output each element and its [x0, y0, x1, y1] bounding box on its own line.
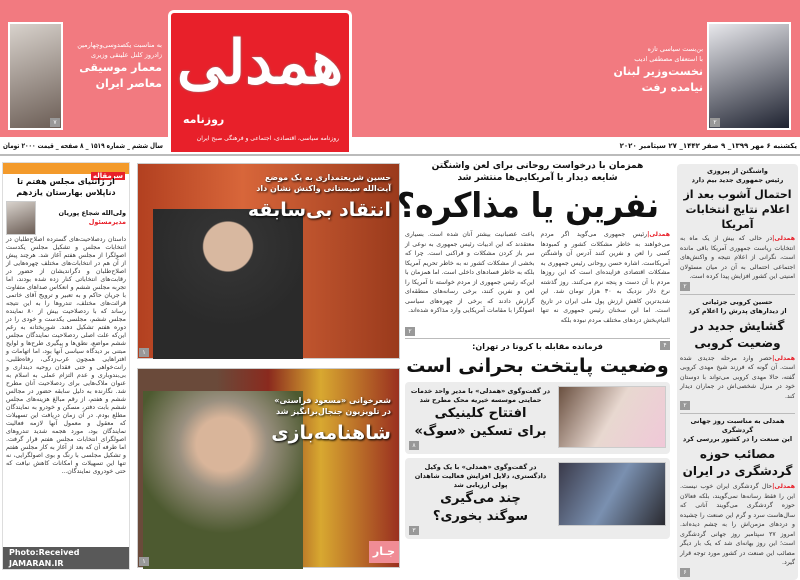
- author-name: ولی‌الله شجاع پوریان: [58, 209, 126, 217]
- date-line-wrap: [356, 141, 797, 152]
- editorial-column[interactable]: [2, 162, 130, 570]
- photo-vaziri: [8, 22, 63, 130]
- tagline: روزنامه سیاسی، اقتصادی، اجتماعی و فرهنگی صبح ایران: [196, 135, 339, 142]
- kicker: زادروز کلنل علینقی وزیری: [90, 51, 162, 59]
- kicker: این صنعت را در کشور بررسی کرد: [682, 435, 793, 443]
- teaser-title: معاصر ایران: [95, 77, 162, 90]
- photo-story-title: انتقاد بی‌سابقه: [247, 199, 391, 221]
- page-badge: ۶: [680, 568, 690, 577]
- right-story-title: مصائب حوزه گردشگری در ایران: [682, 447, 793, 478]
- right-column: [677, 164, 798, 580]
- kicker: همزمان با درخواست روحانی برای لعن واشنگتن: [431, 161, 644, 171]
- photo-story-2[interactable]: [137, 368, 400, 568]
- kicker: فرمانده مقابله با کرونا در تهران:: [472, 342, 603, 351]
- right-story-body: در حالی که بیش از یک ماه به انتخابات ریاست جمهوری آمریکا باقی مانده است، نگرانی از اعلام نتیجه و واکنش‌های اجتماعی احتمالی به آن در میان مسئولان امنیتی این کشور افزایش پیدا کرده است.: [680, 235, 795, 280]
- right-story-2[interactable]: [680, 295, 795, 415]
- right-story-1[interactable]: [680, 167, 795, 295]
- box-title: افتتاح کلینیکی: [434, 406, 527, 421]
- box-story-1[interactable]: [405, 382, 670, 454]
- page-badge: ۲: [405, 327, 415, 336]
- page-badge: ۸: [409, 441, 419, 450]
- box-title: چند می‌گیری: [440, 491, 521, 506]
- source-label: همدلی|: [772, 235, 795, 242]
- kicker: در گفت‌وگوی «همدلی» با مدیر واحد خدمات حمایتی موسسه خیریه محک مطرح شد: [410, 387, 551, 404]
- kicker: شعرخوانی «مسعود فراستی»: [274, 396, 391, 405]
- kicker: حسین کروبی جزئیاتی: [702, 297, 773, 306]
- logo: [168, 10, 352, 152]
- page-badge: ۷: [50, 118, 60, 127]
- photo-adib: [707, 22, 791, 130]
- editorial-body: داستان ردصلاحیت‌های گسترده اصلاح‌طلبان در انتخابات مجلس و تشکیل مجلس یکدست اصولگرا از مجلس هفتم آغاز شد. هرچند پیش از آن هم در انتخابات‌های مختلف چهره‌هایی از اصلاح‌طلبان و دگراندیشان از حضور در رقابت‌های انتخاباتی کنار زده شده بودند، اما تجربه مجلس ششم و انعکاس صداهای متفاوت با جریان حاکم و به تعبیر و ترویج آقای خاتمی قرائت‌های مختلف، تندروها را به این نتیجه رساند که با ردصلاحیت بیش از ۸۰ نماینده مجلس ششم، مجلسی یکدست و خودی را در دوره هفتم تشکیل دهند. شوربختانه به رغم این‌که علت اصلی ردصلاحیت نمایندگان مجلس ششم مواضع، نطق‌ها و پیگیری طرح‌ها و لوایح مبتنی بر دیدگاه سیاسی آنها بود، اما اتهامات و افتراهایی همچون غرب‌زدگی، رفاه‌طلبی، رانت‌خواهی و حتی فقدان روحیه دینداری و بی‌بندوباری و عدم التزام عملی به اسلام به عنوان ملاک‌هایی برای ردصلاحیت آنان مطرح شد. نگارنده به دلیل سابقه حضور در مجالس ششم و هفتم، از رقم مبالغ هزینه‌های مجلس ششم بابت دفتر، مسکن و خودرو به نمایندگان مطلع بودم. در آن زمان دریافت این تسهیلات که معقول و معمول آنها لازمه فعالیت نمایندگان بود، مورد هجمه شدید تندروهای اصولگرای انتخابات مجلس هفتم قرار گرفت. اما طرفه آن که بعد از آغاز به کار مجلس هفتم و تشکیل مجلسی با رنگ و بوی اصولگرایی، نه تنها این تسهیلات و امکانات کاهش نیافت که حتی خودروی نمایندگان...: [6, 236, 126, 475]
- lead-body: رئیس جمهوری می‌گوید اگر مردم می‌خواهند به خاطر مشکلات کشور و کمبودها کسی را لعن و نفرین کنند آدرس آن واشنگتن آمریکاست. اشاره حسن روحانی رئیس جمهوری به مشکلات اقتصادی فزاینده‌ای است که این روزها مردم با آن دست و پنجه نرم می‌کنند. روز گذشته نرخ دلار نزدیک به ۳۰ هزار تومان شد. این شدیدترین کاهش ارزش پول ملی ایران در تاریخ است. اما این سخنان رئیس جمهوری نه تنها التیام‌بخش دردهای مختلف مردم نبوده بلکه: [540, 231, 670, 324]
- second-headline: وضعیت پایتخت بحرانی است: [406, 355, 669, 377]
- divider: [0, 154, 800, 156]
- page-badge: ۲: [680, 401, 690, 410]
- source-label: همدلی|: [772, 354, 795, 362]
- right-story-body: حصر وارد مرحله جدیدی شده است. آن گونه که فرزند شیخ مهدی کروبی گفته، حالا مهدی کروبی می‌تواند با دوستان خود در منزل شخصی‌اش در جماران دیدار کند.: [680, 354, 795, 400]
- page-badge: ۴: [660, 341, 670, 350]
- photo-clinic: [558, 386, 666, 448]
- left-teaser[interactable]: [66, 40, 162, 92]
- right-story-3[interactable]: [680, 414, 795, 577]
- right-story-title: احتمال آشوب بعد از اعلام نتایج انتخابات آمریکا: [683, 188, 792, 231]
- date-line: یکشنبه ۶ مهر ۱۳۹۹_ ۹ صفر ۱۴۴۲_ ۲۷ سپتامبر ۲۰۲۰: [619, 142, 797, 150]
- corner-logo: جـار: [369, 541, 399, 563]
- box-title: سوگند بخوری؟: [432, 509, 529, 524]
- kicker: شایعه دیدار با آمریکایی‌ها منتشر شد: [457, 173, 618, 183]
- photo-story-1[interactable]: [137, 163, 400, 359]
- source-label: همدلی|: [647, 231, 670, 238]
- kicker: به مناسبت یکصدوسی‌وچهارمین: [77, 41, 162, 49]
- page-badge: ۲: [710, 118, 720, 127]
- lead-story[interactable]: [396, 160, 670, 336]
- page-badge: ۳: [409, 526, 419, 535]
- box-title: برای تسکین «سوگ»: [414, 424, 547, 439]
- lead-body: باعث عصبانیت بیشتر آنان شده است. بسیاری معتقدند که این ادبیات رئیس جمهوری به نوعی از سر باز کردن مشکلات و فراکنی است. چرا که بخشی از مشکلات کشور نه به خاطر تحریم آمریکا بلکه به خاطر فسادهای داخلی است. اما همزمان با این‌که رئیس جمهوری از مردم خواسته تا آمریکا را لعن و نفرین کنند، برخی رسانه‌های منطقه‌ای گزارش دادند که برخی از چهره‌های سیاسی اصولگرا با مقامات آمریکایی وارد مذاکره شده‌اند.: [405, 231, 535, 314]
- center-column: [396, 160, 670, 539]
- kicker: در گفت‌وگوی «همدلی» با یک وکیل دادگستری، دلایل افزایش فعالیت شاهدان پولی ارزیابی شد: [414, 463, 547, 489]
- kicker: با استعفای مصطفی ادیب: [634, 55, 703, 63]
- editorial-title: از ژانتیای مجلس هفتم تا دناپلاس بهارستان یازدهم: [16, 177, 116, 197]
- watermark: Photo:Received JAMARAN.IR: [3, 547, 129, 569]
- logo-text: همدلی: [176, 28, 344, 98]
- kicker: واشنگتن از پیروزی: [707, 167, 768, 175]
- source-label: همدلی|: [772, 483, 795, 490]
- kicker: از دیدارهای پدرش را اعلام کرد: [688, 306, 787, 315]
- issue-info-wrap: [3, 141, 165, 152]
- editorial-label: سرمقاله: [92, 172, 123, 180]
- author-role: مدیرمسئول: [88, 218, 126, 226]
- photo-crowd: [558, 462, 666, 526]
- page-badge: ۱: [139, 348, 149, 357]
- right-story-title: گشایش جدید در وضعیت کروبی: [690, 318, 785, 350]
- kicker: همدلی به مناسبت روز جهانی گردشگری: [690, 417, 785, 434]
- photo-shariatmadari: [153, 209, 303, 359]
- second-story[interactable]: [405, 341, 670, 379]
- logo-prefix: روزنامه: [183, 113, 225, 126]
- kicker: در تلویزیون جنجال‌برانگیز شد: [275, 407, 391, 416]
- kicker: آیت‌الله سیستانی واکنش نشان داد: [256, 184, 391, 193]
- kicker: بن‌بست سیاسی تازه: [647, 45, 703, 53]
- author-avatar: [6, 201, 36, 235]
- issue-info: سال ششم _ شماره ۱۵۱۹ _ ۸ صفحه _ قیمت ۲۰۰۰ تومان: [3, 142, 163, 150]
- kicker: رئیس جمهوری جدید بیم دارد: [691, 176, 784, 184]
- right-story-body: حال گردشگری ایران خوب نیست. این را فقط رسانه‌ها نمی‌گویند، بلکه فعالان حوزه گردشگری می‌گویند آنانی که سال‌هاست سرد و گرم این صنعت را چشیده و دردهای مزمن‌اش را به چشم دیده‌اند. امروز ۲۷ سپتامبر روز جهانی گردشگری است؛ این روز بهانه‌ای شد که یک بار دیگر مصائب این صنعت در کشور مورد توجه قرار گیرد.: [680, 483, 795, 566]
- page-badge: ۲: [680, 282, 690, 291]
- divider: [405, 338, 670, 339]
- photo-story-title: شاهنامه‌بازی: [271, 422, 391, 444]
- teaser-title: نیامده رفت: [641, 81, 703, 94]
- teaser-title: نخست‌وزیر لبنان: [613, 65, 703, 78]
- kicker: حسین شریعتمداری به یک موضع: [264, 173, 391, 182]
- box-story-2[interactable]: [405, 458, 670, 539]
- right-teaser[interactable]: [604, 44, 703, 96]
- teaser-title: معمار موسیقی: [79, 61, 162, 74]
- lead-headline: نفرین یا مذاکره؟: [396, 186, 660, 226]
- page-badge: ۱: [139, 557, 149, 566]
